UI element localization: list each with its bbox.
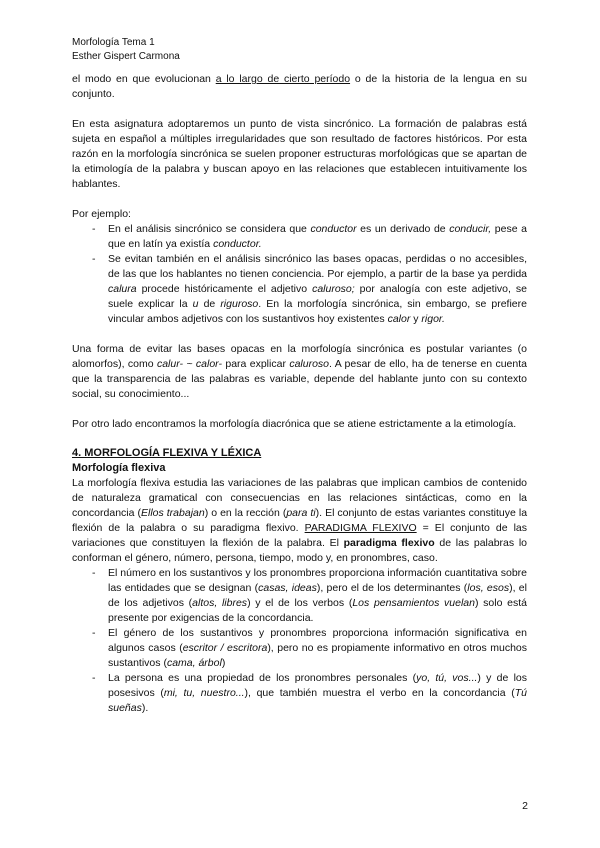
section-heading: 4. MORFOLOGÍA FLEXIVA Y LÉXICA bbox=[72, 447, 262, 459]
paragraph-3: Por ejemplo: bbox=[72, 208, 131, 220]
underlined-text: a lo largo de cierto período bbox=[215, 73, 351, 85]
document-body bbox=[72, 72, 527, 716]
paragraph-4: Una forma de evitar las bases opacas en la morfología sincrónica es postular variantes (o alomorfos), como calur- ~ calor- para explicar caluroso. A pesar de ello, ha de tenerse en cuenta que la transparencia de las palabras es variable, depende del hablante junto con su contexto social, su conocimiento... bbox=[72, 343, 527, 400]
list-item: - Se evitan también en el análisis sincrónico las bases opacas, perdidas o no accesibles, de las que los hablantes no tienen conciencia. Por ejemplo, a partir de la base ya perdida calura procede históricamente el adjetivo caluroso; por analogía con este adjetivo, se suele explicar la u de riguroso. En la morfología sincrónica, sin embargo, se prefiere vincular ambos adjetivos con los sustantivos hoy existentes calor y rigor. bbox=[72, 252, 527, 327]
text: el modo en que evolucionan bbox=[72, 73, 216, 85]
header-author: Esther Gispert Carmona bbox=[72, 51, 180, 62]
page-number: 2 bbox=[522, 800, 528, 812]
list-item: - El género de los sustantivos y pronombres proporciona información significativa en algunos casos (escritor / escritora), pero no es propiamente informativo en otros muchos sustantivos (cama, árbol) bbox=[72, 626, 527, 671]
paragraph-6: La morfología flexiva estudia las variaciones de las palabras que implican cambios de contenido de naturaleza gramatical con consecuencias en las relaciones sintácticas, como en la concordancia (Ellos trabajan) o en la rección (para ti). El conjunto de estas variantes constituye la flexión de la palabra o su paradigma flexivo. PARADIGMA FLEXIVO = El conjunto de las variaciones que constituyen la flexión de la palabra. El paradigma flexivo de las palabras lo conforman el género, número, persona, tiempo, modo y, en pronombres, caso. bbox=[72, 477, 528, 564]
page-header bbox=[72, 36, 180, 64]
paragraph-1 bbox=[72, 72, 527, 102]
subsection-heading: Morfología flexiva bbox=[72, 462, 166, 474]
flexion-list bbox=[72, 566, 527, 716]
list-item: - La persona es una propiedad de los pronombres personales (yo, tú, vos...) y de los posesivos (mi, tu, nuestro...), que también muestra el verbo en la concordancia (Tú sueñas). bbox=[72, 671, 527, 716]
list-item: - En el análisis sincrónico se considera que conductor es un derivado de conducir, pese a que en latín ya existía conductor. bbox=[72, 222, 527, 252]
text: o de la historia de la lengua en su conjunto. bbox=[72, 73, 527, 100]
example-list bbox=[72, 222, 527, 327]
paragraph-2: En esta asignatura adoptaremos un punto de vista sincrónico. La formación de palabras está sujeta en español a múltiples irregularidades que son resultado de factores históricos. Por esta razón en la morfología sincrónica se suelen proponer estructuras morfológicas que se apartan de la etimología de la palabra y buscan apoyo en las relaciones que establecen intuitivamente los hablantes. bbox=[72, 118, 527, 190]
list-item: - El número en los sustantivos y los pronombres proporciona información cuantitativa sobre las entidades que se designan (casas, ideas), pero el de los determinantes (los, esos), el de los adjetivos (altos, libres) y el de los verbos (Los pensamientos vuelan) solo está presente por exigencias de la concordancia. bbox=[72, 566, 527, 626]
header-course: Morfología Tema 1 bbox=[72, 37, 155, 48]
paragraph-5: Por otro lado encontramos la morfología diacrónica que se atiene estrictamente a la etimología. bbox=[72, 418, 517, 430]
